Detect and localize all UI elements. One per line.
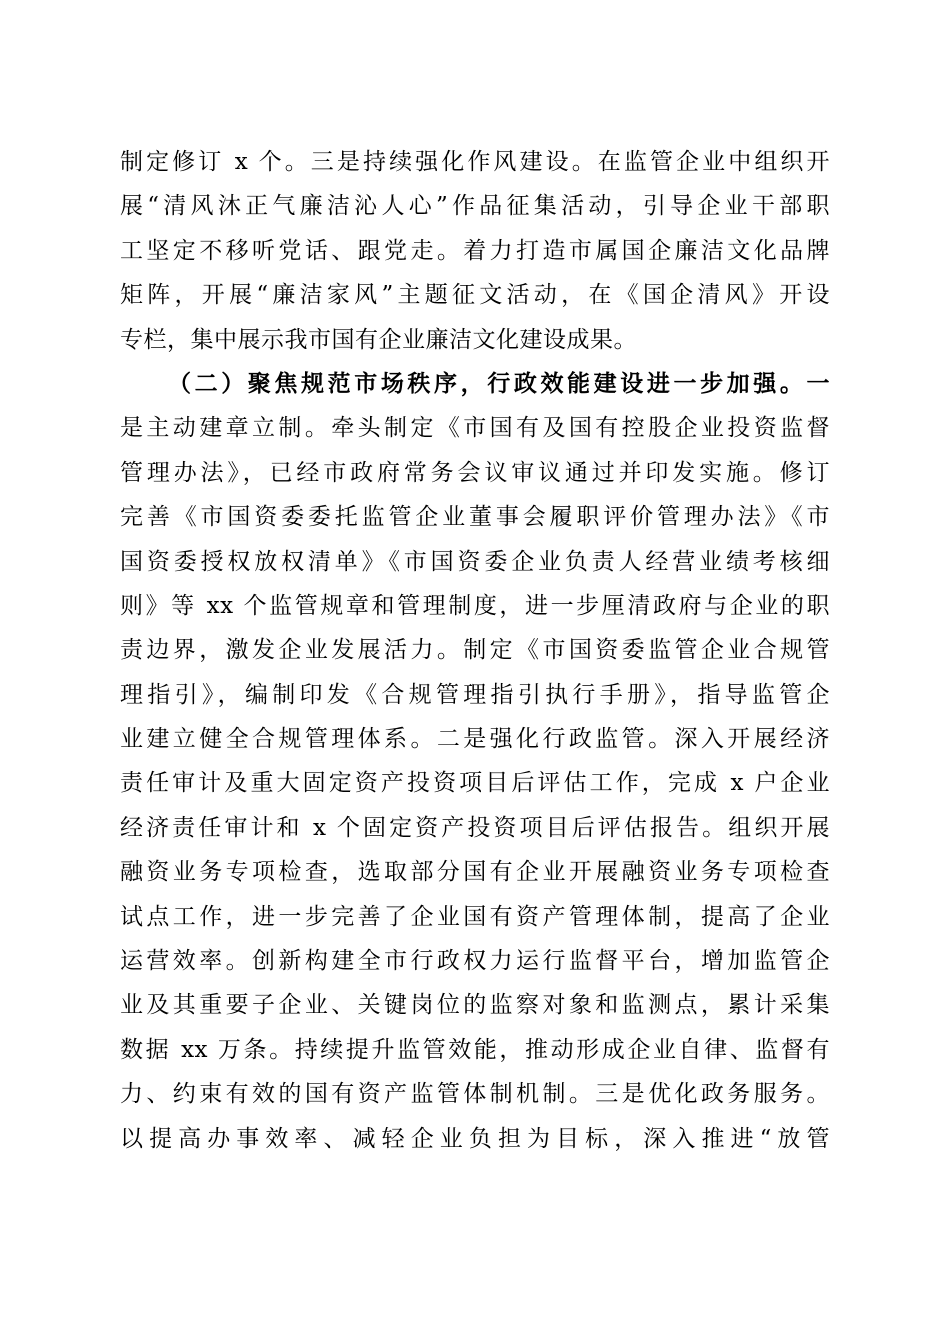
text-line: 国资委授权放权清单》《市国资委企业负责人经营业绩考核细	[120, 548, 830, 575]
text-line: 工坚定不移听党话、跟党走。着力打造市属国企廉洁文化品牌	[120, 237, 830, 264]
text-line: 数据 xx 万条。持续提升监管效能，推动形成企业自律、监督有	[120, 1036, 830, 1063]
text-line: 以提高办事效率、减轻企业负担为目标，深入推进“放管	[120, 1125, 830, 1152]
text-line: 矩阵，开展“廉洁家风”主题征文活动，在《国企清风》开设	[120, 282, 830, 309]
text-line: 运营效率。创新构建全市行政权力运行监督平台，增加监管企	[120, 948, 830, 975]
text-line: 业建立健全合规管理体系。二是强化行政监管。深入开展经济	[120, 726, 830, 753]
text-line: 展“清风沐正气廉洁沁人心”作品征集活动，引导企业干部职	[120, 193, 830, 220]
section-heading-line: （二）聚焦规范市场秩序，行政效能建设进一步加强。一	[168, 369, 830, 397]
text-line: 责任审计及重大固定资产投资项目后评估工作，完成 x 户企业	[120, 770, 830, 797]
text-line: 经济责任审计和 x 个固定资产投资项目后评估报告。组织开展	[120, 814, 830, 841]
text-line: 业及其重要子企业、关键岗位的监察对象和监测点，累计采集	[120, 992, 830, 1019]
text-line: 理指引》，编制印发《合规管理指引执行手册》，指导监管企	[120, 681, 830, 708]
text-line: 则》等 xx 个监管规章和管理制度，进一步厘清政府与企业的职	[120, 592, 830, 619]
text-line: 专栏，集中展示我市国有企业廉洁文化建设成果。	[120, 326, 637, 353]
text-line: 试点工作，进一步完善了企业国有资产管理体制，提高了企业	[120, 903, 830, 930]
text-line: 责边界，激发企业发展活力。制定《市国资委监管企业合规管	[120, 637, 830, 664]
text-line: 融资业务专项检查，选取部分国有企业开展融资业务专项检查	[120, 859, 830, 886]
text-line: 管理办法》，已经市政府常务会议审议通过并印发实施。修订	[120, 459, 830, 486]
text-line: 完善《市国资委委托监管企业董事会履职评价管理办法》《市	[120, 504, 830, 531]
body-text	[120, 140, 830, 1161]
text-line: 是主动建章立制。牵头制定《市国有及国有控股企业投资监督	[120, 415, 830, 442]
text-line: 力、约束有效的国有资产监管体制机制。三是优化政务服务。	[120, 1081, 830, 1108]
text-line: 制定修订 x 个。三是持续强化作风建设。在监管企业中组织开	[120, 149, 830, 175]
